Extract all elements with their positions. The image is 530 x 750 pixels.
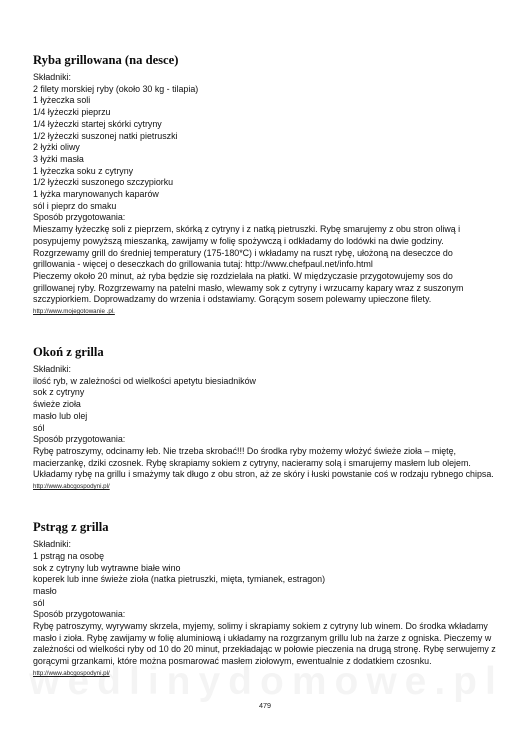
preparation-line: Układamy rybę na grillu i smażymy tak długo z obu stron, aż ze skóry i łuski powstanie coś w rodzaju rybnego chipsa. <box>33 469 494 480</box>
ingredient-line: ilość ryb, w zależności od wielkości apetytu biesiadników <box>33 375 256 386</box>
ingredient-line: 1 pstrąg na osobę <box>33 550 105 561</box>
recipe-title: Ryba grillowana (na desce) <box>33 53 179 67</box>
ingredient-line: sól <box>33 597 45 608</box>
ingredient-line: 1 łyżeczka soli <box>33 95 91 106</box>
ingredients-heading: Składniki: <box>33 364 71 375</box>
ingredient-line: 1/2 łyżeczki suszonego szczypiorku <box>33 177 174 188</box>
preparation-line: Rozgrzewamy grill do średniej temperatury (175-180*C) i wkładamy na ruszt rybę, ułożoną na deseczce do <box>33 247 453 258</box>
preparation-line: masło i zioła. Rybę zawijamy w folię aluminiową i układamy na rozgrzanym grillu lub na żarze z ogniska. Pieczemy w <box>33 632 492 643</box>
ingredient-line: masło <box>33 585 57 596</box>
preparation-line: Rybę patroszymy, wyrywamy skrzela, myjemy, solimy i skrapiamy sokiem z cytryny lub winem. Do środka wkładamy <box>33 621 488 632</box>
preparation-line: zależności od wielkości ryby od 10 do 20 minut, przekładając w połowie pieczenia na drugą stronę. Rybę serwujemy z <box>33 644 496 655</box>
ingredient-line: sól i pieprz do smaku <box>33 200 117 211</box>
ingredient-line: koperek lub inne świeże zioła (natka pietruszki, mięta, tymianek, estragon) <box>33 574 326 585</box>
ingredient-line: 1 łyżeczka soku z cytryny <box>33 165 134 176</box>
recipe-ryba-grillowana <box>33 52 501 316</box>
recipe-body <box>33 72 501 306</box>
ingredient-line: 1/4 łyżeczki startej skórki cytryny <box>33 118 162 129</box>
page-number: 479 <box>259 701 271 710</box>
site-watermark <box>0 660 530 704</box>
recipe-body <box>33 364 501 481</box>
ingredients-heading: Składniki: <box>33 539 71 550</box>
ingredient-line: sok z cytryny lub wytrawne białe wino <box>33 562 181 573</box>
ingredient-line: świeże zioła <box>33 399 81 410</box>
preparation-line: gorącymi grzankami, które można posmarować masłem ziołowym, ewentualnie z dodatkiem czosnku. <box>33 656 432 667</box>
preparation-line: Pieczemy około 20 minut, aż ryba będzie się rozdzielała na płatki. W międzyczasie przygotowujemy sos do <box>33 270 453 281</box>
preparation-heading: Sposób przygotowania: <box>33 434 126 445</box>
recipe-okon-z-grilla <box>33 344 501 491</box>
ingredient-line: sok z cytryny <box>33 387 85 398</box>
recipe-title: Pstrąg z grilla <box>33 520 109 535</box>
ingredients-heading: Składniki: <box>33 72 71 82</box>
source-link[interactable]: http://www.mojegotowanie .pl. <box>33 308 115 316</box>
source-link[interactable]: http://www.abcgospodyni.pl/ <box>33 669 110 677</box>
preparation-heading: Sposób przygotowania: <box>33 212 126 223</box>
preparation-line: Mieszamy łyżeczkę soli z pieprzem, skórką z cytryny i z natką pietruszki. Rybę smarujemy z obu stron oliwą i <box>33 224 461 235</box>
preparation-line: posypujemy powyższą mieszanką, zawijamy w folię spożywczą i odkładamy do lodówki na dwie godziny. <box>33 235 444 246</box>
ingredient-line: sól <box>33 422 45 433</box>
recipe-pstrag-z-grilla <box>33 519 501 678</box>
ingredient-line: 2 filety morskiej ryby (około 30 kg - tilapia) <box>33 83 199 94</box>
ingredient-line: 1/2 łyżeczki suszonej natki pietruszki <box>33 130 178 141</box>
ingredient-line: 3 łyżki masła <box>33 153 84 164</box>
source-link[interactable]: http://www.abcgospodyni.pl/ <box>33 483 110 491</box>
ingredient-line: masło lub olej <box>33 410 88 421</box>
ingredient-line: 1 łyżka marynowanych kaparów <box>33 189 159 200</box>
preparation-line: Rybę patroszymy, odcinamy łeb. Nie trzeba skrobać!!! Do środka ryby możemy włożyć świeże zioła – miętę, <box>33 445 457 456</box>
preparation-heading: Sposób przygotowania: <box>33 609 126 620</box>
preparation-line: szczypiorkiem. Doprowadzamy do wrzenia i odstawiamy. Gorącym sosem polewamy upieczone filety. <box>33 294 432 305</box>
document-page <box>33 52 501 678</box>
preparation-line: macierzankę, dziki czosnek. Rybę skrapiamy sokiem z cytryny, nacieramy solą i smarujemy masłem lub olejem. <box>33 457 471 468</box>
ingredient-line: 1/4 łyżeczki pieprzu <box>33 107 111 118</box>
recipe-body <box>33 539 501 668</box>
preparation-line: grillowanej ryby. Rozgrzewamy na patelni masło, wlewamy sok z cytryny i wrzucamy kapary wraz z suszonym <box>33 282 464 293</box>
ingredient-line: 2 łyżki oliwy <box>33 142 80 153</box>
preparation-line: grillowania - więcej o deseczkach do grillowania tutaj: http://www.chefpaul.net/info.html <box>33 259 373 270</box>
recipe-title: Okoń z grilla <box>33 345 104 360</box>
